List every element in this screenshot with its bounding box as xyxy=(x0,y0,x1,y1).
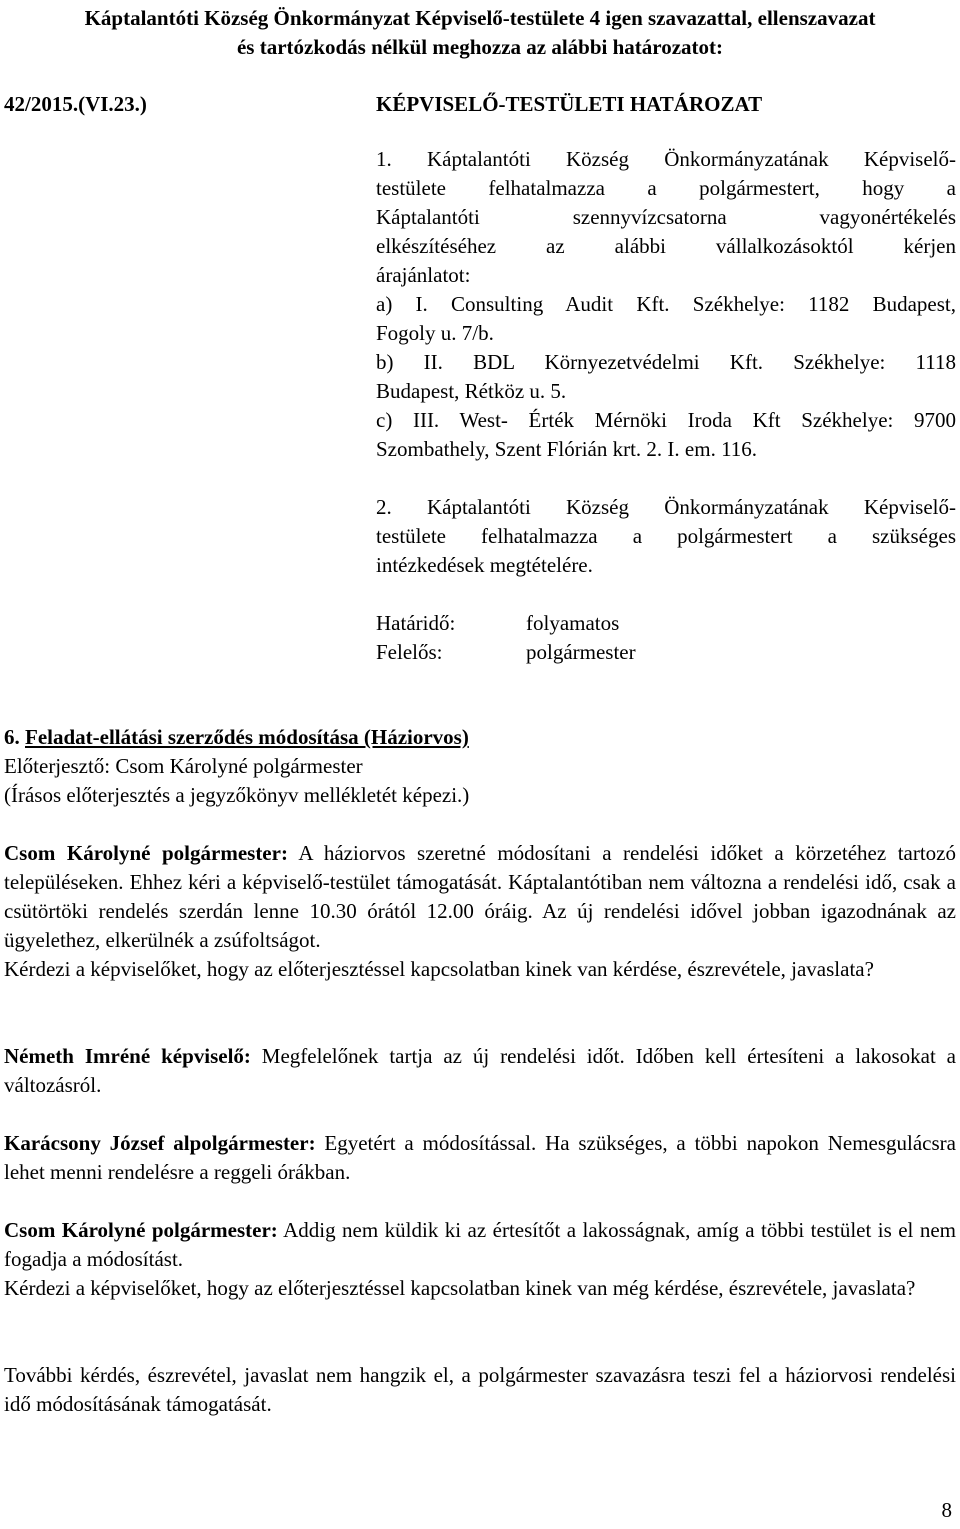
deadline-label: Határidő: xyxy=(376,611,456,635)
resolution-p2-line: intézkedések megtételére. xyxy=(376,553,593,577)
agenda-note: (Írásos előterjesztés a jegyzőkönyv mellékletét képezi.) xyxy=(4,783,470,807)
minutes-paragraph: További kérdés, észrevétel, javaslat nem hangzik el, a polgármester szavazásra teszi fel a háziorvosi rendelési idő módosításának támogatását. xyxy=(4,1363,956,1416)
speech-text: Megfelelőnek tartja az új rendelési időt. Időben kell értesíteni a lakosokat a változásról. xyxy=(4,1044,956,1097)
speaker-name: Csom Károlyné polgármester: xyxy=(4,841,288,865)
resolution-p1-line: árajánlatot: xyxy=(376,263,471,287)
agenda-number: 6. xyxy=(4,725,20,749)
deadline-value: folyamatos xyxy=(526,611,620,635)
resolution-p1-line: 1. Káptalantóti Község Önkormányzatának Képviselő- xyxy=(376,147,956,171)
minutes-section xyxy=(4,1129,956,1187)
speech-extra: Kérdezi a képviselőket, hogy az előterjesztéssel kapcsolatban kinek van még kérdése, észrevétele, javaslata? xyxy=(4,1276,916,1300)
minutes-paragraph xyxy=(4,839,956,955)
agenda-title: Feladat-ellátási szerződés módosítása (Háziorvos) xyxy=(25,725,469,749)
resolution-p1-line: elkészítéséhez az alábbi vállalkozásoktól kérjen xyxy=(376,234,956,258)
responsible-value: polgármester xyxy=(526,640,636,664)
minutes-section xyxy=(4,1216,956,1303)
responsible-label: Felelős: xyxy=(376,640,443,664)
intro-text xyxy=(4,4,956,62)
page-number: 8 xyxy=(941,1498,952,1522)
intro-line-1: Káptalantóti Község Önkormányzat Képviselő-testülete 4 igen szavazattal, ellenszavazat xyxy=(84,6,876,30)
intro-line-2: és tartózkodás nélkül meghozza az alábbi határozatot: xyxy=(236,35,724,59)
resolution-item-a-cont: Fogoly u. 7/b. xyxy=(376,321,494,345)
minutes-paragraph xyxy=(4,1216,956,1274)
agenda-heading xyxy=(4,723,956,752)
resolution-item-b: b) II. BDL Környezetvédelmi Kft. Székhelye: 1118 xyxy=(376,350,956,374)
resolution-number: 42/2015.(VI.23.) xyxy=(4,92,147,116)
speaker-name: Karácsony József alpolgármester: xyxy=(4,1131,316,1155)
resolution-item-c: c) III. West- Érték Mérnöki Iroda Kft Székhelye: 9700 xyxy=(376,408,956,432)
resolution-p2-line: testülete felhatalmazza a polgármestert a szükséges xyxy=(376,524,956,548)
deadline-block xyxy=(376,609,636,667)
minutes-section xyxy=(4,1361,956,1419)
speaker-name: Csom Károlyné polgármester: xyxy=(4,1218,278,1242)
resolution-title: KÉPVISELŐ-TESTÜLETI HATÁROZAT xyxy=(376,92,763,116)
minutes-paragraph xyxy=(4,1042,956,1100)
speech-extra: Kérdezi a képviselőket, hogy az előterjesztéssel kapcsolatban kinek van kérdése, észrevétele, javaslata? xyxy=(4,957,874,981)
resolution-p2-line: 2. Káptalantóti Község Önkormányzatának Képviselő- xyxy=(376,495,956,519)
speech-text: Addig nem küldik ki az értesítőt a lakosságnak, amíg a többi testület is el nem fogadja a módosítást. xyxy=(4,1218,957,1271)
speech-text: Egyetért a módosítással. Ha szükséges, a többi napokon Nemesgulácsra lehet menni rendelésre a reggeli órákban. xyxy=(4,1131,956,1184)
resolution-item-a: a) I. Consulting Audit Kft. Székhelye: 1182 Budapest, xyxy=(376,292,956,316)
minutes-paragraph xyxy=(4,1129,956,1187)
minutes-section xyxy=(4,839,956,984)
resolution-item-b-cont: Budapest, Rétköz u. 5. xyxy=(376,379,567,403)
speech-text: A háziorvos szeretné módosítani a rendelési időket a körzetéhez tartozó településeken. Ehhez kéri a képviselő-testület támogatását. Káptalantótiban nem változna a rendelési idő, csak a csütörtöki rendelés szerdán lenne 10.30 órától 12.00 óráig. Az új rendelési idővel jobban igazodnának az ügyelethez, elkerülnék a zsúfoltságot. xyxy=(4,841,956,952)
resolution-p1-line: testülete felhatalmazza a polgármestert, hogy a xyxy=(376,176,956,200)
speaker-name: Németh Imréné képviselő: xyxy=(4,1044,251,1068)
agenda-item xyxy=(4,723,956,810)
agenda-presenter: Előterjesztő: Csom Károlyné polgármester xyxy=(4,754,363,778)
resolution-p1-line: Káptalantóti szennyvízcsatorna vagyonértékelés xyxy=(376,205,956,229)
resolution-body xyxy=(376,145,956,580)
resolution-item-c-cont: Szombathely, Szent Flórián krt. 2. I. em. 116. xyxy=(376,437,758,461)
minutes-section xyxy=(4,1042,956,1100)
document-page xyxy=(4,0,956,1529)
